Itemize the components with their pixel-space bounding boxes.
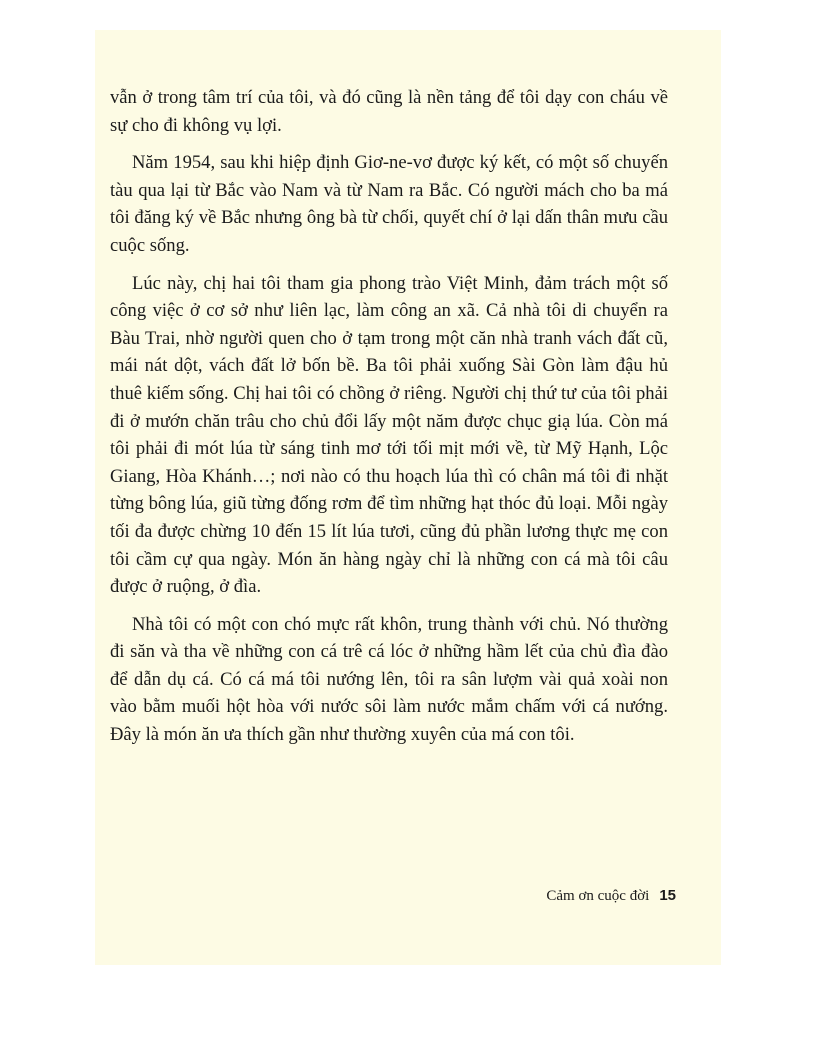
page-number: 15 — [659, 887, 676, 904]
page-footer — [546, 887, 676, 905]
body-text — [110, 84, 668, 759]
paragraph: vẫn ở trong tâm trí của tôi, và đó cũng là nền tảng để tôi dạy con cháu về sự cho đi không vụ lợi. — [110, 87, 668, 136]
paragraph: Lúc này, chị hai tôi tham gia phong trào Việt Minh, đảm trách một số công việc ở cơ sở như liên lạc, làm công an xã. Cả nhà tôi di chuyển ra Bàu Trai, nhờ người quen cho ở tạm trong một căn nhà tranh vách đất cũ, mái nát dột, vách đất lở bốn bề. Ba tôi phải xuống Sài Gòn làm đậu hủ thuê kiếm sống. Chị hai tôi có chồng ở riêng. Người chị thứ tư của tôi phải đi ở mướn chăn trâu cho chủ đổi lấy một năm được chục giạ lúa. Còn má tôi phải đi mót lúa từ sáng tinh mơ tới tối mịt mới về, từ Mỹ Hạnh, Lộc Giang, Hòa Khánh…; nơi nào có thu hoạch lúa thì có chân má tôi đi nhặt từng bông lúa, giũ từng đống rơm để tìm những hạt thóc đủ loại. Mỗi ngày tối đa được chừng 10 đến 15 lít lúa tươi, cũng đủ phần lương thực mẹ con tôi cầm cự qua ngày. Món ăn hàng ngày chỉ là những con cá mà tôi câu được ở ruộng, ở đìa. — [110, 272, 668, 598]
paragraph: Năm 1954, sau khi hiệp định Giơ-ne-vơ được ký kết, có một số chuyến tàu qua lại từ Bắc vào Nam và từ Nam ra Bắc. Có người mách cho ba má tôi đăng ký về Bắc nhưng ông bà từ chối, quyết chí ở lại dấn thân mưu cầu cuộc sống. — [110, 152, 668, 256]
running-title: Cảm ơn cuộc đời — [546, 888, 650, 904]
paragraph: Nhà tôi có một con chó mực rất khôn, trung thành với chủ. Nó thường đi săn và tha về những con cá trê cá lóc ở những hầm lết của chủ đìa đào để dẫn dụ cá. Có cá má tôi nướng lên, tôi ra sân lượm vài quả xoài non vào bằm muối hột hòa với nước sôi làm nước mắm chấm với cá nướng. Đây là món ăn ưa thích gần như thường xuyên của má con tôi. — [110, 613, 668, 746]
